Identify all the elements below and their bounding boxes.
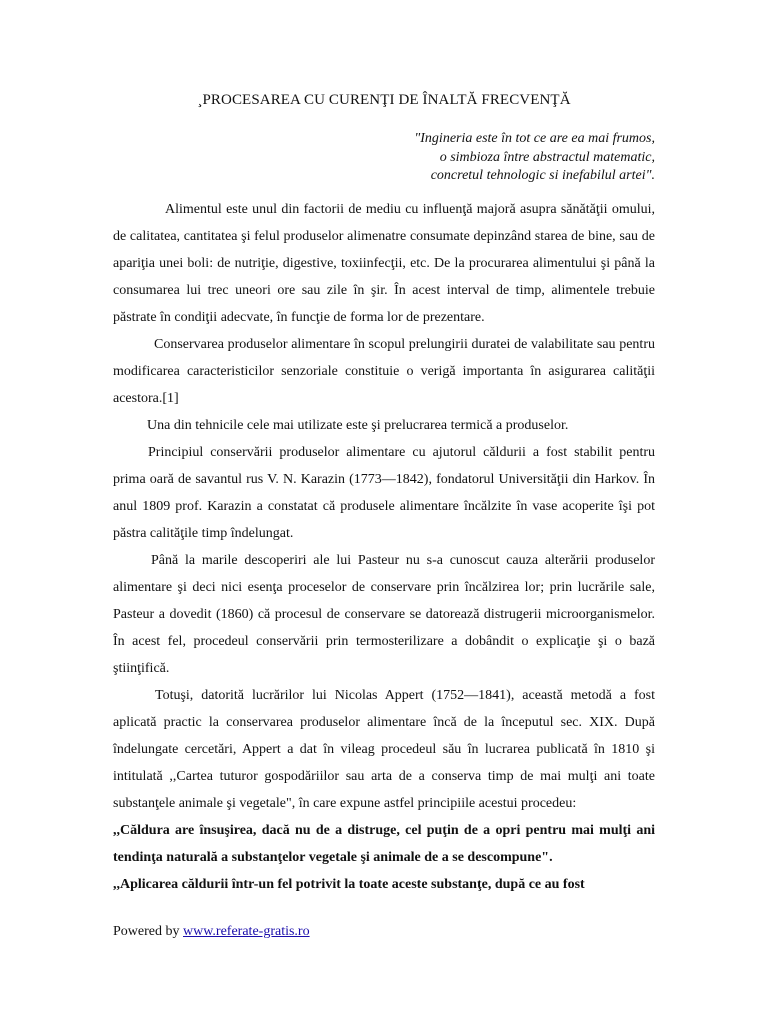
page-title: ¸PROCESAREA CU CURENŢI DE ÎNALTĂ FRECVENŢĂ <box>197 92 571 108</box>
footer <box>113 924 310 940</box>
paragraph: Principiul conservării produselor alimentare cu ajutorul căldurii a fost stabilit pentru prima oară de savantul rus V. N. Karazin (1773—1842), fondatorul Universităţii din Harkov. În anul 1809 prof. Karazin a constatat că produsele alimentare încălzite în vase acoperite îşi pot păstra calităţile timp îndelungat. <box>113 445 655 541</box>
paragraph: Totuşi, datorită lucrărilor lui Nicolas Appert (1752—1841), această metodă a fost aplicată practic la conservarea produselor alimentare încă de la începutul sec. XIX. După îndelungate cercetări, Appert a dat în vileag procedeul său în lucrarea publicată în 1810 şi intitulată ,,Cartea tuturor gospodăriilor sau arta de a conserva timp de mai mulţi ani toate substanţele animale şi vegetale", în care expune astfel principiile acestui procedeu: <box>113 688 655 811</box>
bold-quote: ,,Căldura are însuşirea, dacă nu de a distruge, cel puţin de a opri pentru mai mulţi ani tendinţa naturală a substanţelor vegetale şi animale de a se descompune". <box>113 823 655 865</box>
epigraph-line: concretul tehnologic si inefabilul artei". <box>430 168 655 183</box>
paragraph: Alimentul este unul din factorii de mediu cu influenţă majoră asupra sănătăţii omului, de calitatea, cantitatea şi felul produselor alimenatre consumate depinzând starea de bine, sau de apariţia unei boli: de nutriţie, digestive, toxiinfecţii, etc. De la procurarea alimentului şi până la consumarea lui trec uneori ore sau zile în şir. În acest interval de timp, alimentele trebuie păstrate în condiţii adecvate, în funcţie de forma lor de prezentare. <box>113 202 655 325</box>
footer-prefix: Powered by <box>113 924 183 939</box>
footer-link[interactable]: www.referate-gratis.ro <box>183 924 310 939</box>
epigraph <box>235 130 655 186</box>
paragraph: Una din tehnicile cele mai utilizate este şi prelucrarea termică a produselor. <box>147 418 569 433</box>
paragraph: Conservarea produselor alimentare în scopul prelungirii duratei de valabilitate sau pentru modificarea caracteristicilor senzoriale constituie o verigă importanta în asigurarea calităţii acestora.[1] <box>113 337 655 406</box>
paragraph: Până la marile descoperiri ale lui Pasteur nu s-a cunoscut cauza alterării produselor alimentare şi deci nici esenţa proceselor de conservare prin încălzirea lor; prin lucrările sale, Pasteur a dovedit (1860) că procesul de conservare se datorează distrugerii microorganismelor. În acest fel, procedeul conservării prin termosterilizare a dobândit o explicaţie şi o bază ştiinţifică. <box>113 553 655 676</box>
epigraph-line: o simbioza între abstractul matematic, <box>439 149 655 165</box>
document-body <box>113 196 655 898</box>
epigraph-line: "Ingineria este în tot ce are ea mai frumos, <box>414 131 655 146</box>
bold-quote: ,,Aplicarea căldurii într-un fel potrivit la toate aceste substanţe, după ce au fost <box>113 877 585 892</box>
